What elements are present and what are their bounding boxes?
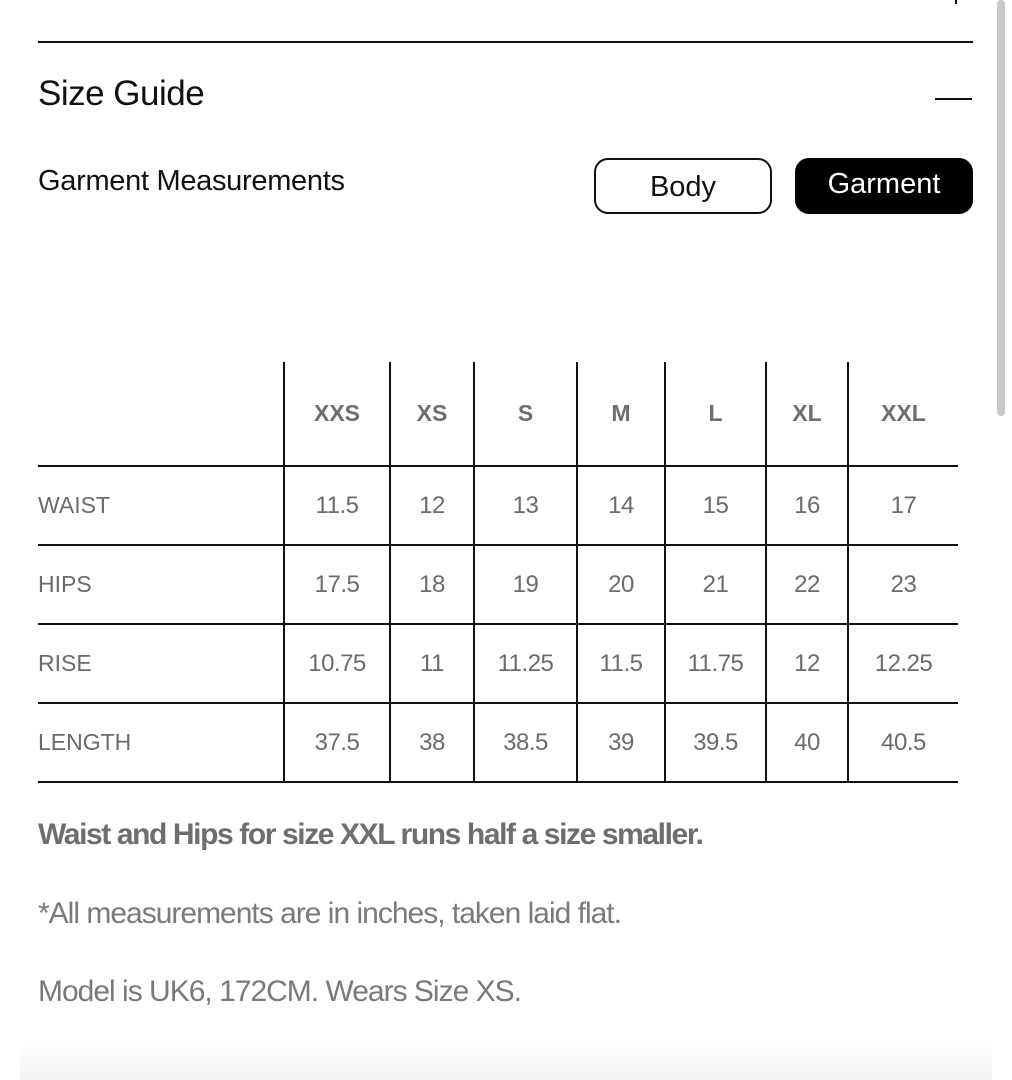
table-cell: 10.75	[284, 624, 390, 703]
table-cell: 39.5	[665, 703, 766, 782]
table-cell: 13	[474, 466, 577, 545]
measurement-note: *All measurements are in inches, taken laid flat.	[38, 897, 621, 930]
table-cell: 39	[577, 703, 665, 782]
body-toggle-button[interactable]: Body	[594, 158, 772, 214]
table-cell: 38	[390, 703, 474, 782]
table-cell: 11.5	[577, 624, 665, 703]
table-cell: 22	[766, 545, 848, 624]
collapse-button[interactable]	[935, 86, 973, 112]
column-header-s: S	[474, 362, 577, 466]
table-cell: 17	[848, 466, 958, 545]
table-cell: 17.5	[284, 545, 390, 624]
table-cell: 12	[766, 624, 848, 703]
table-cell: 20	[577, 545, 665, 624]
row-label-rise: RISE	[38, 650, 92, 676]
table-cell: 15	[665, 466, 766, 545]
table-cell: 21	[665, 545, 766, 624]
table-cell: 40	[766, 703, 848, 782]
column-header-xxs: XXS	[284, 362, 390, 466]
measurements-subtitle: Garment Measurements	[38, 165, 345, 197]
minus-icon	[935, 98, 972, 100]
table-cell: 12.25	[848, 624, 958, 703]
table-header-row	[38, 362, 958, 466]
column-header-xl: XL	[766, 362, 848, 466]
column-header-l: L	[665, 362, 766, 466]
fit-note: Waist and Hips for size XXL runs half a size smaller.	[38, 818, 703, 851]
row-label-length: LENGTH	[38, 729, 132, 755]
table-row-waist	[38, 466, 958, 545]
table-cell: 11.75	[665, 624, 766, 703]
scrollbar-thumb[interactable]	[997, 0, 1005, 416]
column-header-m: M	[577, 362, 665, 466]
row-label-waist: WAIST	[38, 492, 110, 518]
column-header-xs: XS	[390, 362, 474, 466]
table-row-length	[38, 703, 958, 782]
table-cell: 18	[390, 545, 474, 624]
table-cell: 11	[390, 624, 474, 703]
table-cell: 37.5	[284, 703, 390, 782]
table-cell: 23	[848, 545, 958, 624]
table-cell: 16	[766, 466, 848, 545]
table-cell: 19	[474, 545, 577, 624]
garment-toggle-button[interactable]: Garment	[795, 158, 973, 214]
bottom-fade	[20, 1040, 992, 1080]
table-cell: 14	[577, 466, 665, 545]
column-header-xxl: XXL	[848, 362, 958, 466]
model-note: Model is UK6, 172CM. Wears Size XS.	[38, 975, 521, 1008]
row-label-hips: HIPS	[38, 571, 92, 597]
section-divider	[38, 41, 973, 43]
table-row-rise	[38, 624, 958, 703]
size-guide-title: Size Guide	[38, 74, 205, 113]
table-corner-cell	[38, 362, 284, 466]
table-cell: 40.5	[848, 703, 958, 782]
divider-tick	[955, 0, 957, 4]
size-table	[38, 362, 958, 783]
table-cell: 11.25	[474, 624, 577, 703]
table-cell: 12	[390, 466, 474, 545]
table-row-hips	[38, 545, 958, 624]
table-cell: 11.5	[284, 466, 390, 545]
table-cell: 38.5	[474, 703, 577, 782]
